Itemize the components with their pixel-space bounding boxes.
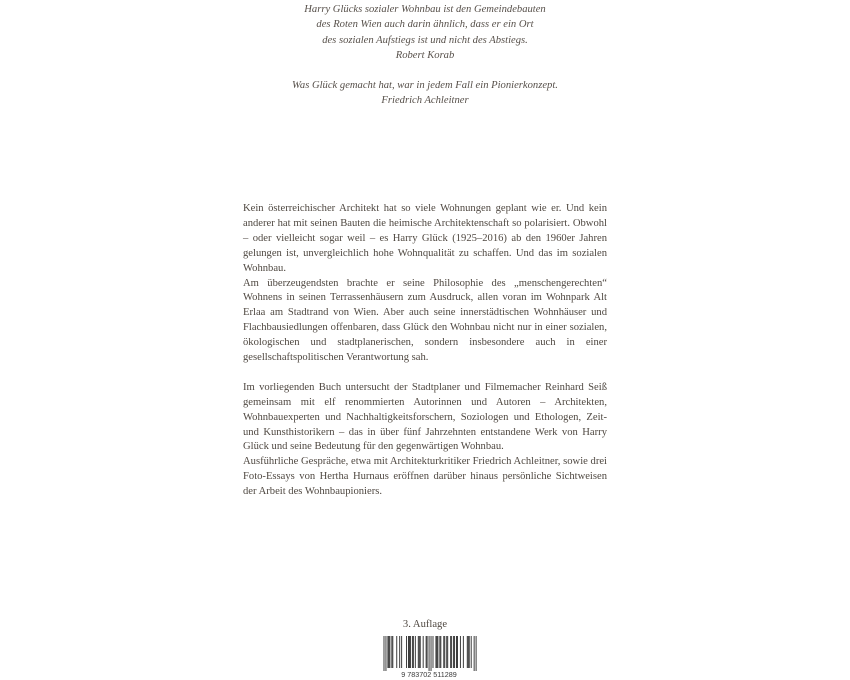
barcode-bar bbox=[437, 636, 438, 668]
barcode-bar bbox=[457, 636, 458, 668]
barcode-bar bbox=[418, 636, 419, 668]
barcode-bar bbox=[431, 636, 432, 671]
barcode-bar bbox=[392, 636, 393, 668]
barcode-bar bbox=[396, 636, 397, 668]
barcode-bar bbox=[384, 636, 385, 671]
barcode-bar bbox=[456, 636, 457, 668]
barcode-bar bbox=[439, 636, 440, 668]
paragraph: Ausführliche Gespräche, etwa mit Architekturkritiker Friedrich Achleitner, sowie drei Foto-Essays von Hertha Hurnaus eröffnen darüber hinaus persönliche Sichtweisen der Arbeit des Wohnbaupioniers. bbox=[243, 456, 607, 498]
barcode-bar bbox=[468, 636, 469, 668]
quotes-section bbox=[0, 2, 850, 108]
paragraph: Am überzeugendsten brachte er seine Philosophie des „menschengerechten“ Wohnens in seinen Terrassenhäusern zum Ausdruck, allen voran im Wohnpark Alt Erlaa am Stadtrand von Wien. Aber auch seine innerstädtischen Wohnhäuser und Flachbausiedlungen offenbaren, dass Glück den Wohnbau nicht nur in einer sozialen, ökologischen und stadtplanerischen, sondern insbesondere auch in einer gesellschaftspolitischen Verantwortung sah. bbox=[243, 277, 607, 364]
barcode-bar bbox=[463, 636, 464, 668]
barcode-bar bbox=[408, 636, 409, 668]
barcode-bar bbox=[423, 636, 424, 668]
barcode-bar bbox=[435, 636, 436, 668]
quote-author: Robert Korab bbox=[395, 50, 455, 62]
quote-author: Friedrich Achleitner bbox=[381, 95, 469, 107]
barcode-bar bbox=[433, 636, 434, 668]
barcode-digits: 9 783702 511289 bbox=[401, 670, 457, 678]
barcode-bar bbox=[476, 636, 477, 671]
barcode-bar bbox=[450, 636, 451, 668]
quote-line: des sozialen Aufstiegs ist und nicht des Abstiegs. bbox=[322, 34, 528, 46]
barcode-bar bbox=[409, 636, 410, 668]
paragraph: Kein österreichischer Architekt hat so viele Wohnungen geplant wie er. Und kein anderer hat mit seinen Bauten die heimische Architektenschaft so polarisiert. Obwohl – oder vielleicht sogar weil – es Harry Glück (1925–2016) ab den 1960er Jahren gelungen ist, unvergleichlich hohe Wohnqualität zu schaffen. Und das im sozialen Wohnbau. bbox=[243, 203, 607, 274]
barcode-bar bbox=[412, 636, 413, 668]
barcode-bar bbox=[447, 636, 448, 668]
barcode-bar bbox=[410, 636, 411, 668]
barcode-bar bbox=[426, 636, 427, 668]
edition-label: 3. Auflage bbox=[402, 619, 448, 630]
quote-korab bbox=[0, 2, 850, 64]
quote-line: Harry Glücks sozialer Wohnbau ist den Gemeindebauten bbox=[304, 4, 546, 15]
paragraph-spacer bbox=[243, 366, 607, 381]
barcode-bar bbox=[427, 636, 428, 668]
barcode-bar bbox=[399, 636, 400, 668]
quote-achleitner bbox=[0, 78, 850, 109]
paragraph: Im vorliegenden Buch untersucht der Stadtplaner und Filmemacher Reinhard Seiß gemeinsam mit elf renommierten Autorinnen und Autoren – Architekten, Wohnbauexperten und Nachhaltigkeitsforschern, Soziologen und Ethologen, Zeit- und Kunsthistorikern – das in über fünf Jahrzehnten entstandene Werk von Harry Glück und seine Bedeutung für den gegenwärtigen Wohnbau. bbox=[243, 381, 607, 453]
barcode-bar bbox=[444, 636, 445, 668]
barcode-bar bbox=[391, 636, 392, 668]
barcode-bar bbox=[471, 636, 472, 668]
barcode-bar bbox=[446, 636, 447, 668]
barcode-bar bbox=[440, 636, 441, 668]
barcode-bar bbox=[420, 636, 421, 668]
barcode-bar bbox=[453, 636, 454, 668]
barcode-bar bbox=[454, 636, 455, 668]
barcode-bar bbox=[387, 636, 388, 668]
barcode-bar bbox=[415, 636, 416, 668]
barcode-bar bbox=[406, 636, 407, 668]
barcode-bar bbox=[460, 636, 461, 668]
barcode-bar bbox=[474, 636, 475, 671]
barcode-bar bbox=[451, 636, 452, 668]
quote-line: Was Glück gemacht hat, war in jedem Fall ein Pionierkonzept. bbox=[292, 79, 558, 91]
barcode-graphic bbox=[380, 636, 478, 678]
quote-line: des Roten Wien auch darin ähnlich, dass er ein Ort bbox=[316, 19, 534, 31]
barcode-bar bbox=[388, 636, 389, 668]
barcode-bar bbox=[389, 636, 390, 668]
barcode-bar bbox=[436, 636, 437, 668]
blurb-text bbox=[243, 202, 607, 500]
barcode-bar bbox=[429, 636, 430, 671]
barcode-bar bbox=[413, 636, 414, 668]
isbn-barcode bbox=[380, 636, 478, 678]
barcode-bar bbox=[419, 636, 420, 668]
barcode-bar bbox=[385, 636, 386, 671]
barcode-bar bbox=[401, 636, 402, 668]
barcode-bar bbox=[469, 636, 470, 668]
barcode-bar bbox=[467, 636, 468, 668]
barcode-bar bbox=[443, 636, 444, 668]
